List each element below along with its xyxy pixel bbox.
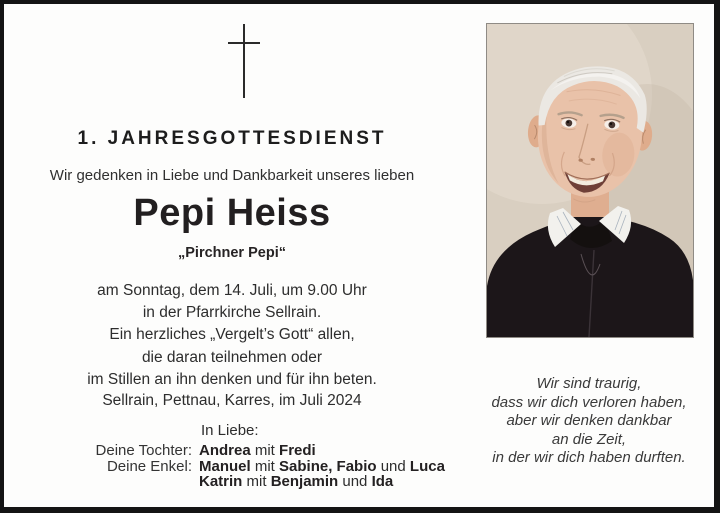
family-name: Manuel [199, 457, 251, 475]
family-row-label: Deine Enkel: [106, 457, 192, 475]
family-connector: und [338, 473, 372, 490]
verse-line: Wir sind traurig, [536, 375, 642, 392]
deceased-name: Pepi Heiss [133, 192, 331, 234]
family-value-line [199, 474, 458, 490]
family-name: Fredi [279, 442, 316, 459]
verse-line: an die Zeit, [551, 430, 627, 448]
family-row-label: Deine Tochter: [95, 442, 192, 459]
places-and-date: Sellrain, Pettnau, Karres, im Juli 2024 [102, 392, 362, 409]
cross-vertical-bar [243, 24, 245, 98]
portrait-illustration [487, 24, 693, 337]
mourning-verse [474, 375, 704, 468]
verse-line: in der wir dich haben durften. [492, 449, 686, 466]
thanks-line: Ein herzliches „Vergelt’s Gott“ allen, [109, 326, 355, 343]
cross-horizontal-bar [228, 42, 260, 44]
family-name: Sabine, Fabio [279, 457, 377, 475]
family-row-value [199, 459, 458, 490]
service-line: am Sonntag, dem 14. Juli, um 9.00 Uhr [97, 282, 367, 299]
intro-text: Wir gedenken in Liebe und Dankbarkeit unseres lieben [49, 167, 415, 184]
verse-line: aber wir denken dankbar [506, 412, 672, 429]
portrait-photo [486, 23, 694, 338]
family-name: Katrin [199, 473, 243, 490]
family-name: Ida [371, 473, 394, 490]
thanks-line: im Stillen an ihn denken und für ihn beten. [87, 371, 377, 388]
family-name: Luca [409, 457, 445, 475]
verse-line: dass wir dich verloren haben, [491, 393, 687, 411]
family-row-value [199, 443, 458, 459]
family-connector: und [376, 457, 410, 475]
deceased-nickname: „Pirchner Pepi“ [178, 245, 286, 261]
thanks-text [4, 324, 460, 392]
family-section [6, 443, 458, 490]
thanks-line: die daran teilnehmen oder [141, 348, 323, 366]
anniversary-service-heading: 1. JAHRESGOTTESDIENST [77, 128, 387, 149]
cross-icon [228, 24, 260, 98]
service-details [4, 280, 460, 324]
in-love-label: In Liebe: [201, 422, 259, 439]
family-connector: mit [242, 473, 271, 490]
family-connector: mit [250, 457, 280, 475]
service-line: in der Pfarrkirche Sellrain. [142, 304, 322, 321]
family-value-line [199, 459, 458, 475]
family-name: Andrea [199, 442, 251, 459]
family-name: Benjamin [270, 473, 339, 490]
family-connector: mit [250, 442, 280, 459]
